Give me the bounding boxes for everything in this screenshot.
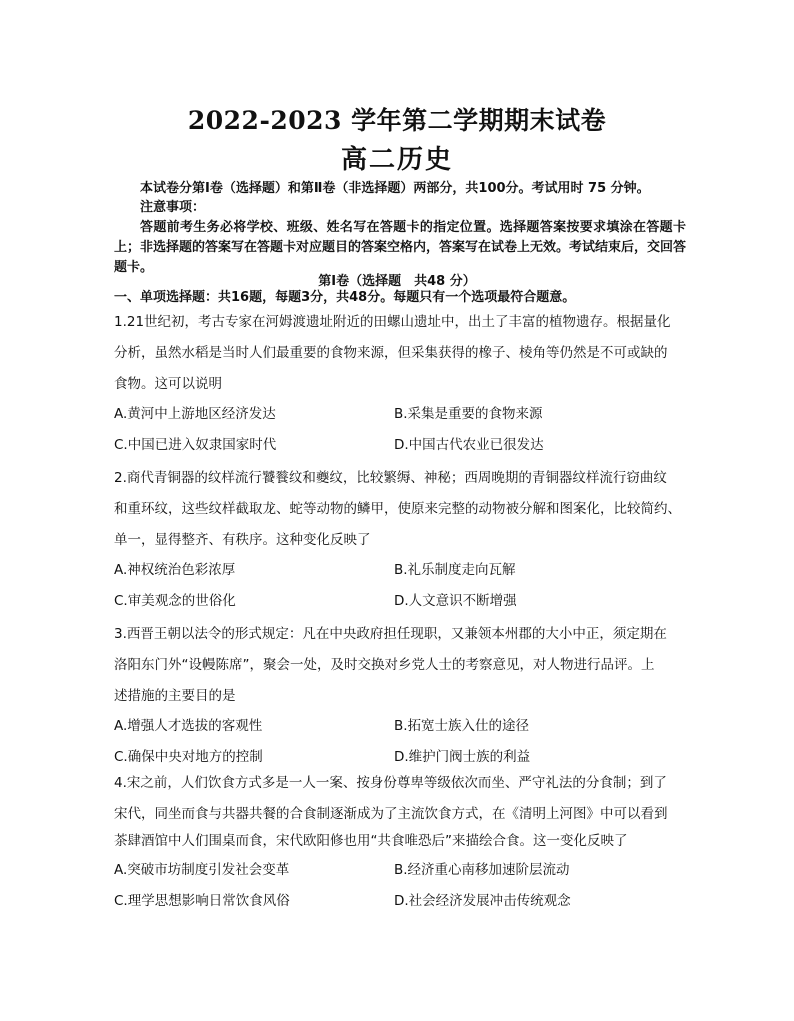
question-stem-line: 食物。这可以说明 bbox=[114, 376, 222, 392]
option-d: D.人文意识不断增强 bbox=[394, 593, 517, 609]
question-stem-line: 和重环纹，这些纹样截取龙、蛇等动物的鳞甲，使原来完整的动物被分解和图案化，比较简约、 bbox=[114, 501, 681, 517]
option-c: C.中国已进入奴隶国家时代 bbox=[114, 437, 277, 453]
part-title: 一、单项选择题：共16题，每题3分，共48分。每题只有一个选项最符合题意。 bbox=[114, 290, 576, 305]
exam-structure-note: 本试卷分第Ⅰ卷（选择题）和第Ⅱ卷（非选择题）两部分，共100分。考试用时 75 分钟。 bbox=[140, 181, 650, 196]
question-stem-line: 述措施的主要目的是 bbox=[114, 688, 236, 704]
question-stem-line: 1.21世纪初，考古专家在河姆渡遗址附近的田螺山遗址中，出土了丰富的植物遗存。根据量化 bbox=[114, 314, 671, 330]
question-stem-line: 分析，虽然水稻是当时人们最重要的食物来源，但采集获得的橡子、棱角等仍然是不可或缺的 bbox=[114, 345, 668, 361]
question-stem-line: 洛阳东门外“设幔陈席”，聚会一处，及时交换对乡党人士的考察意见，对人物进行品评。上 bbox=[114, 657, 655, 673]
option-c: C.审美观念的世俗化 bbox=[114, 593, 236, 609]
exam-title: 2022-2023 学年第二学期期末试卷 bbox=[187, 106, 607, 135]
option-c: C.理学思想影响日常饮食风俗 bbox=[114, 893, 290, 909]
question-stem-line: 宋代，同坐而食与共器共餐的合食制逐渐成为了主流饮食方式，在《清明上河图》中可以看到 bbox=[114, 806, 668, 822]
question-stem-line: 4.宋之前，人们饮食方式多是一人一案、按身份尊卑等级依次而坐、严守礼法的分食制；到了 bbox=[114, 775, 667, 791]
option-a: A.黄河中上游地区经济发达 bbox=[114, 406, 276, 422]
volume-title: 第Ⅰ卷（选择题 共48 分） bbox=[318, 274, 476, 289]
option-a: A.神权统治色彩浓厚 bbox=[114, 562, 236, 578]
exam-instructions: 答题前考生务必将学校、班级、姓名写在答题卡的指定位置。选择题答案按要求填涂在答题卡上；非选择题的答案写在答题卡对应题目的答案空格内，答案写在试卷上无效。考试结束后，交回答题卡。 bbox=[114, 220, 687, 275]
option-c: C.确保中央对地方的控制 bbox=[114, 749, 263, 765]
question-stem-line: 茶肆酒馆中人们围桌而食，宋代欧阳修也用“共食唯恐后”来描绘合食。这一变化反映了 bbox=[114, 833, 628, 849]
question-stem-line: 3.西晋王朝以法令的形式规定：凡在中央政府担任现职，又兼领本州郡的大小中正，须定期在 bbox=[114, 626, 667, 642]
option-b: B.经济重心南移加速阶层流动 bbox=[394, 862, 570, 878]
option-d: D.中国古代农业已很发达 bbox=[394, 437, 544, 453]
option-b: B.拓宽士族入仕的途径 bbox=[394, 718, 530, 734]
option-a: A.增强人才选拔的客观性 bbox=[114, 718, 263, 734]
notice-heading: 注意事项： bbox=[140, 200, 206, 215]
option-a: A.突破市坊制度引发社会变革 bbox=[114, 862, 290, 878]
option-b: B.礼乐制度走向瓦解 bbox=[394, 562, 516, 578]
option-b: B.采集是重要的食物来源 bbox=[394, 406, 543, 422]
subject-title: 高二历史 bbox=[340, 145, 453, 175]
option-d: D.社会经济发展冲击传统观念 bbox=[394, 893, 571, 909]
question-stem-line: 单一，显得整齐、有秩序。这种变化反映了 bbox=[114, 532, 371, 548]
option-d: D.维护门阀士族的利益 bbox=[394, 749, 531, 765]
question-stem-line: 2.商代青铜器的纹样流行饕餮纹和夔纹，比较繁缛、神秘；西周晚期的青铜器纹样流行窃曲纹 bbox=[114, 470, 667, 486]
